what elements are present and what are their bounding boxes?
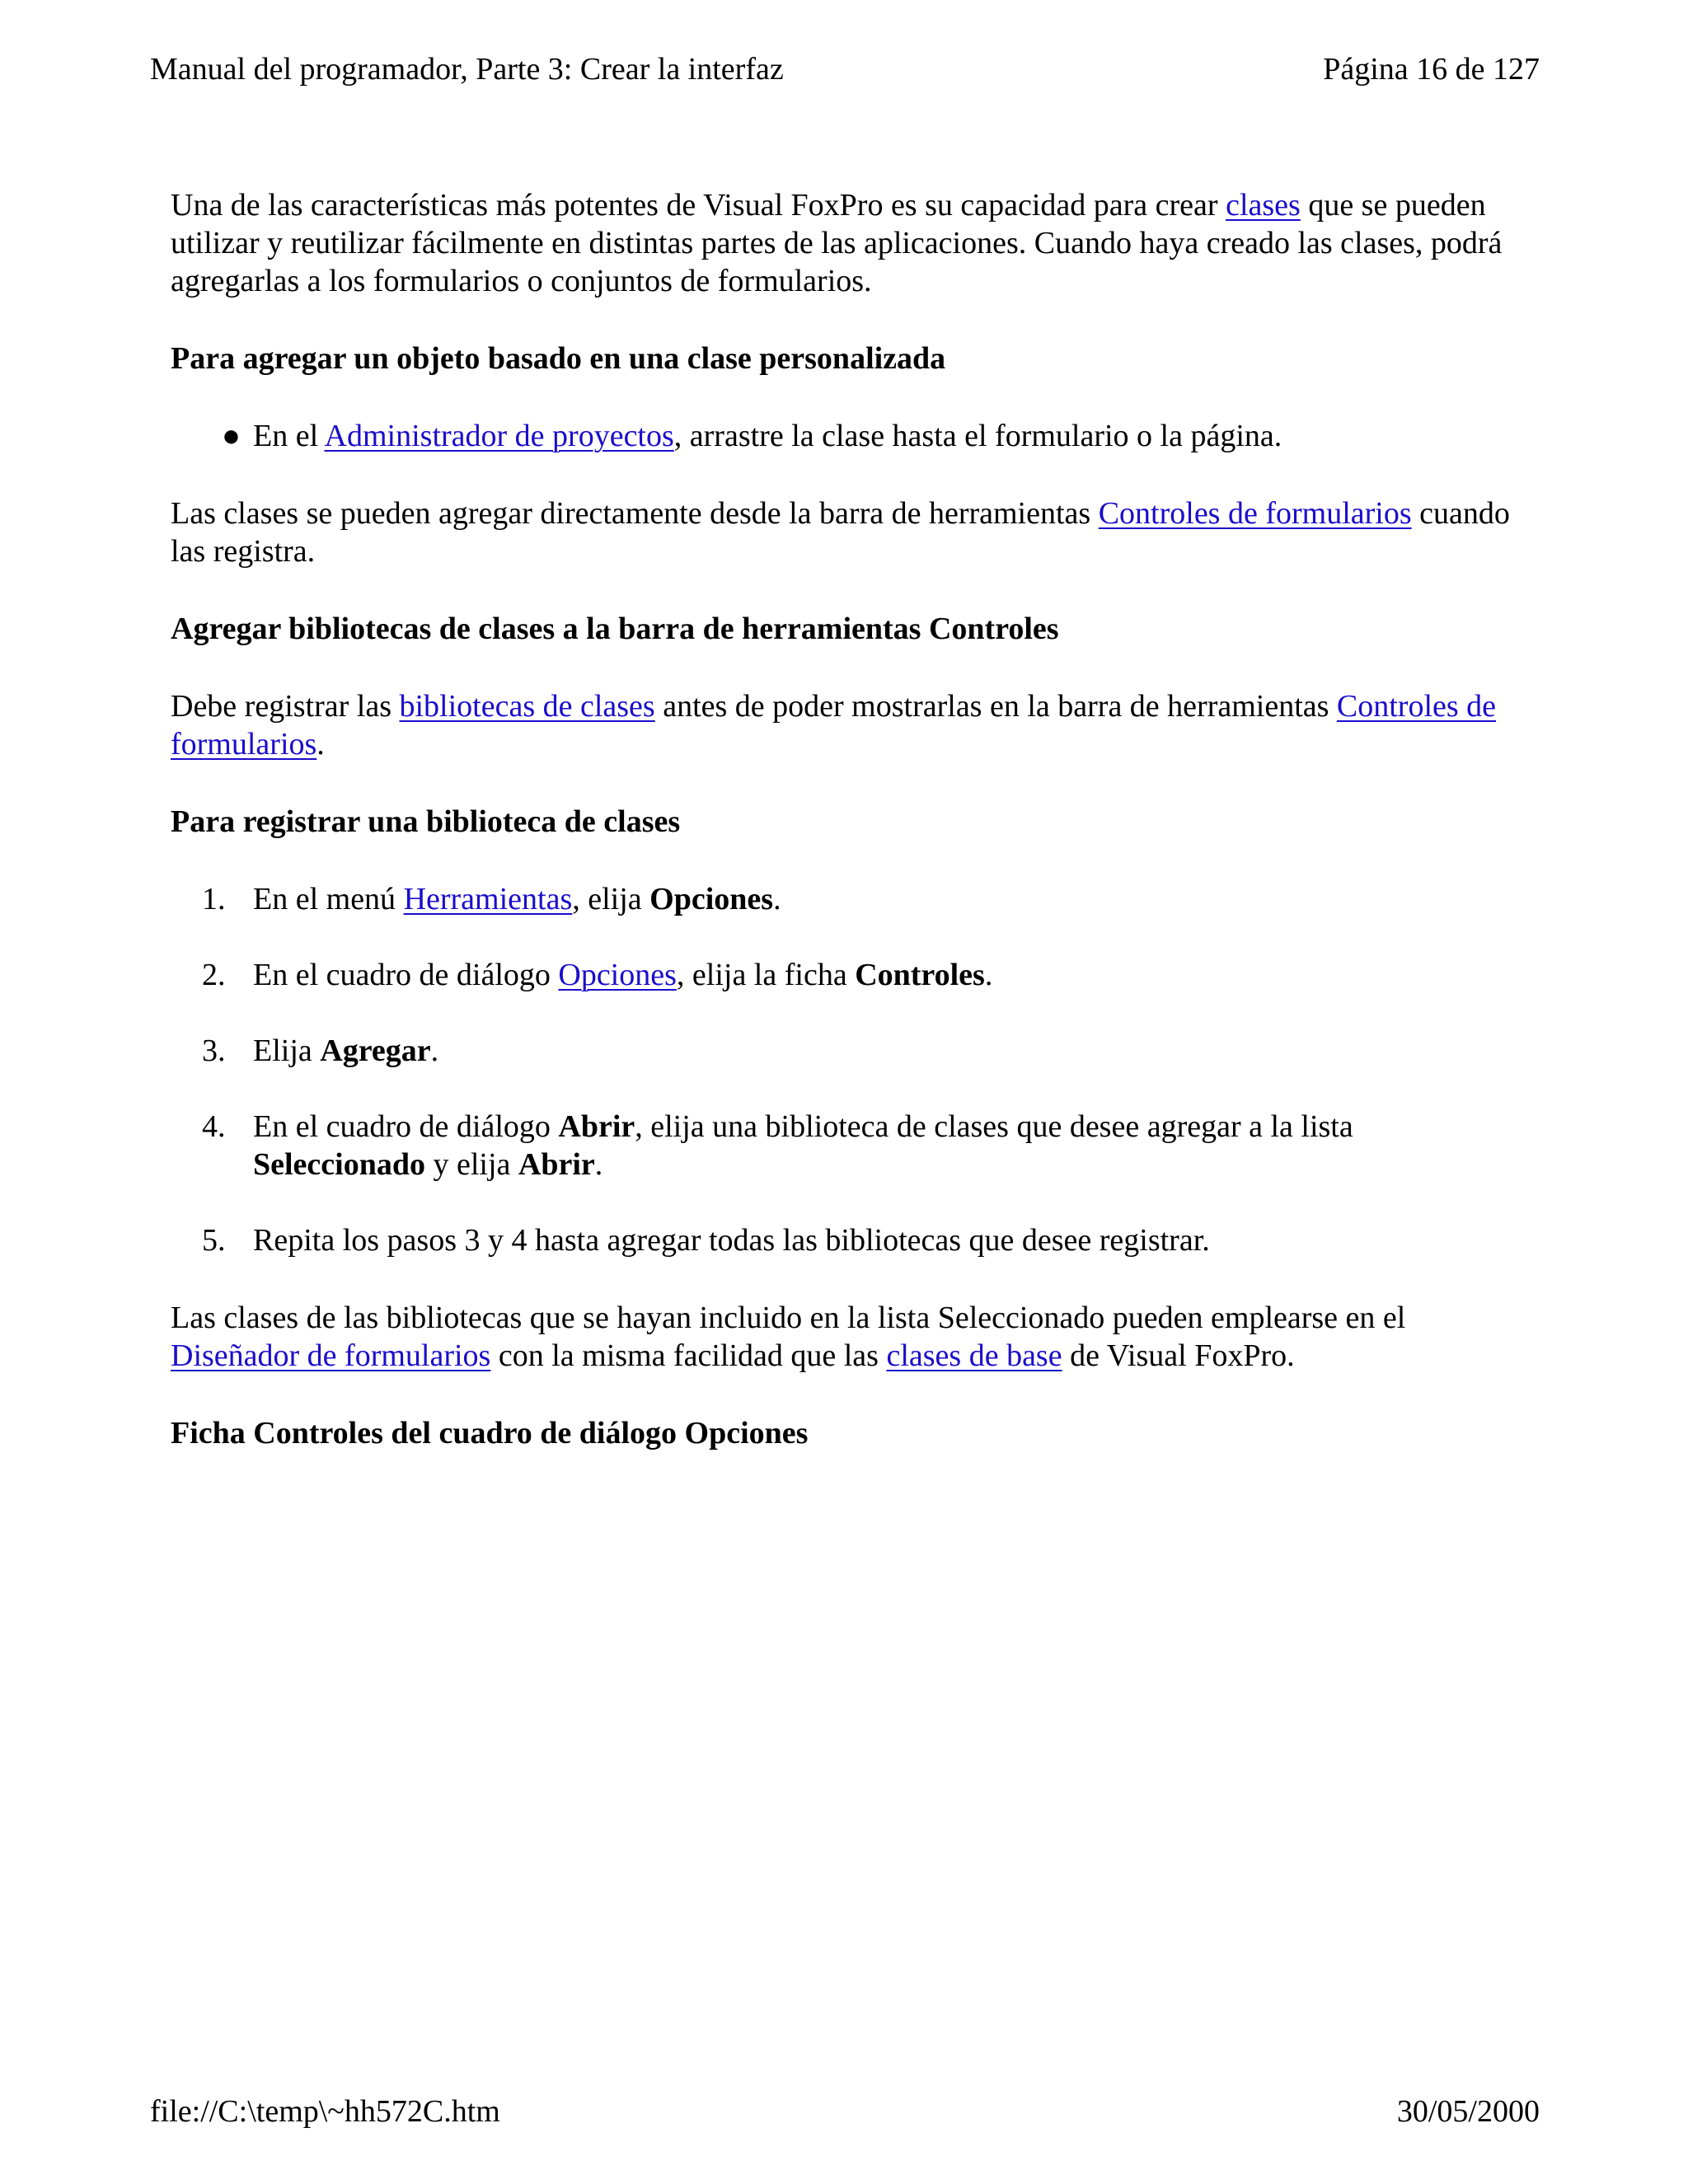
steps-list xyxy=(171,880,1522,1259)
section-heading-add-object: Para agregar un objeto basado en una clase personalizada xyxy=(171,341,946,376)
section-heading-add-libraries: Agregar bibliotecas de clases a la barra de herramientas Controles xyxy=(171,612,1059,646)
section-heading-register-library: Para registrar una biblioteca de clases xyxy=(171,804,681,839)
list-item-step-3: 3. Elija Agregar. xyxy=(202,1033,439,1068)
herramientas-link[interactable]: Herramientas xyxy=(403,882,573,916)
opciones-link[interactable]: Opciones xyxy=(558,958,677,992)
page-header xyxy=(150,51,1540,87)
list-item-step-5: 5. Repita los pasos 3 y 4 hasta agregar todas las bibliotecas que desee registrar. xyxy=(202,1223,1210,1258)
document-body xyxy=(171,186,1522,1492)
bullet-icon: ● xyxy=(222,419,241,453)
disenador-formularios-link[interactable]: Diseñador de formularios xyxy=(171,1338,491,1373)
clases-link[interactable]: clases xyxy=(1226,188,1301,223)
bullet-list xyxy=(171,417,1522,455)
toolbar-paragraph: Las clases se pueden agregar directamente desde la barra de herramientas Controles de formularios cuando las registra. xyxy=(171,496,1510,569)
register-paragraph: Debe registrar las bibliotecas de clases antes de poder mostrarlas en la barra de herramientas Controles de formularios. xyxy=(171,689,1497,762)
administrador-proyectos-link[interactable]: Administrador de proyectos xyxy=(324,419,674,453)
intro-paragraph: Una de las características más potentes de Visual FoxPro es su capacidad para crear clases que se pueden utilizar y reutilizar fácilmente en distintas partes de las aplicaciones. Cuando haya creado las clases, podrá agregarlas a los formularios o conjuntos de formularios. xyxy=(171,188,1503,298)
list-item-step-1: 1. En el menú Herramientas, elija Opciones. xyxy=(202,882,781,916)
page-number: Página 16 de 127 xyxy=(1323,52,1540,87)
clases-base-link[interactable]: clases de base xyxy=(886,1338,1062,1373)
bibliotecas-clases-link[interactable]: bibliotecas de clases xyxy=(399,689,655,724)
print-date: 30/05/2000 xyxy=(1396,2094,1540,2129)
document-title: Manual del programador, Parte 3: Crear la interfaz xyxy=(150,52,784,87)
page-footer xyxy=(150,2093,1540,2130)
usage-paragraph: Las clases de las bibliotecas que se hayan incluido en la lista Seleccionado pueden emplearse en el Diseñador de formularios con la misma facilidad que las clases de base de Visual FoxPro. xyxy=(171,1301,1406,1373)
list-item-step-4: 4. En el cuadro de diálogo Abrir, elija una biblioteca de clases que desee agregar a la lista Seleccionado y elija Abrir. xyxy=(202,1109,1353,1182)
section-heading-controls-tab: Ficha Controles del cuadro de diálogo Opciones xyxy=(171,1416,809,1451)
controles-formularios-link[interactable]: Controles de formularios xyxy=(1098,496,1412,531)
controles-formularios-link-2[interactable]: Controles de formularios xyxy=(171,689,1497,762)
list-item: ● En el Administrador de proyectos, arrastre la clase hasta el formulario o la página. xyxy=(222,419,1282,453)
list-item-step-2: 2. En el cuadro de diálogo Opciones, elija la ficha Controles. xyxy=(202,958,993,992)
file-path: file://C:\temp\~hh572C.htm xyxy=(150,2094,500,2129)
